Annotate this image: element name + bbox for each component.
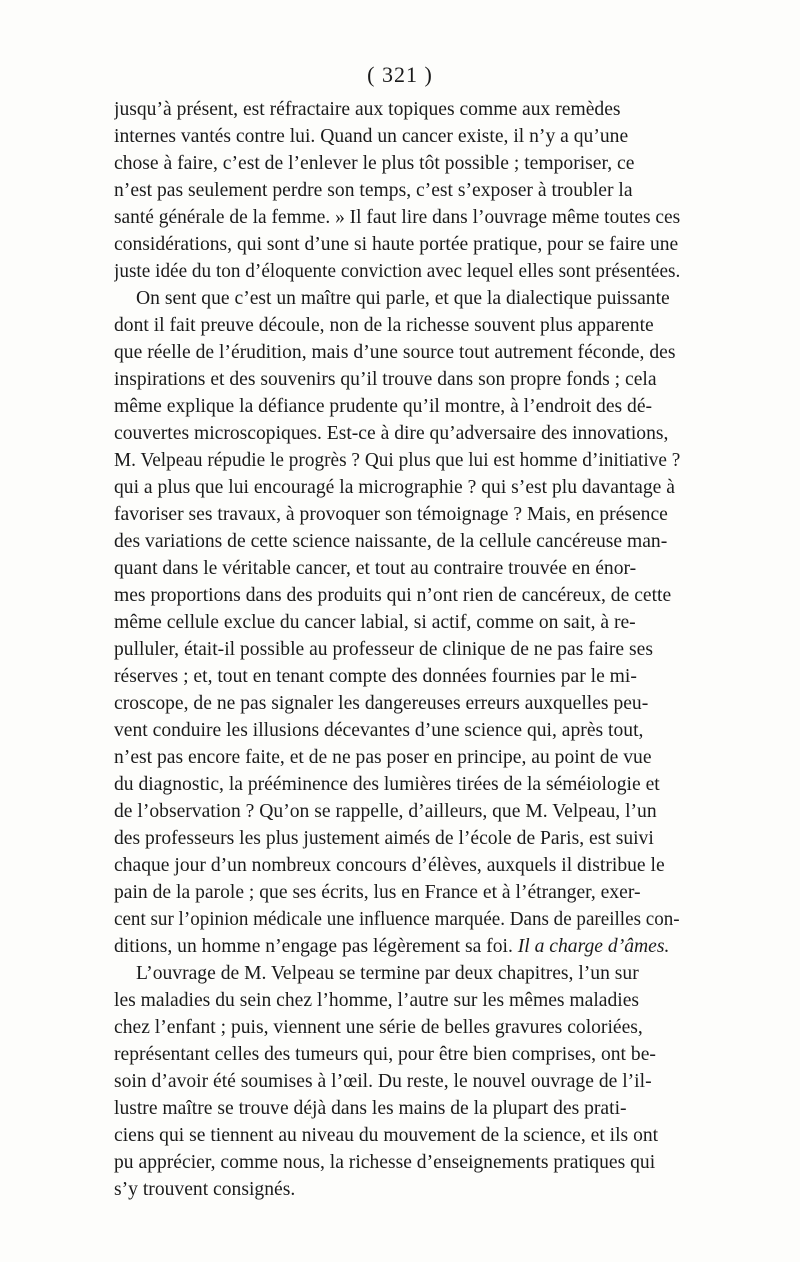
text-line: santé générale de la femme. » Il faut lire dans l’ouvrage même toutes ces	[114, 207, 680, 228]
text-line: favoriser ses travaux, à provoquer son témoignage ? Mais, en présence	[114, 504, 668, 525]
text-line: ciens qui se tiennent au niveau du mouvement de la science, et ils ont	[114, 1125, 659, 1146]
text-line: de l’observation ? Qu’on se rappelle, d’ailleurs, que M. Velpeau, l’un	[114, 801, 657, 822]
text-line: les maladies du sein chez l’homme, l’autre sur les mêmes maladies	[114, 990, 640, 1011]
text-line: que réelle de l’érudition, mais d’une source tout autrement féconde, des	[114, 342, 676, 363]
text-line: même explique la défiance prudente qu’il montre, à l’endroit des dé-	[114, 396, 653, 417]
text-line: dont il fait preuve découle, non de la richesse souvent plus apparente	[114, 315, 654, 336]
text-line: des professeurs les plus justement aimés de l’école de Paris, est suivi	[114, 828, 654, 849]
text-line: lustre maître se trouve déjà dans les mains de la plupart des prati-	[114, 1098, 627, 1119]
text-line: même cellule exclue du cancer labial, si actif, comme on sait, à re-	[114, 612, 636, 633]
italic-phrase: Il a charge d’âmes.	[517, 936, 670, 957]
text-line: considérations, qui sont d’une si haute portée pratique, pour se faire une	[114, 234, 679, 255]
text-line: s’y trouvent consignés.	[114, 1179, 296, 1200]
text-line: juste idée du ton d’éloquente conviction avec lequel elles sont présentées.	[114, 261, 680, 282]
text-line: pulluler, était-il possible au professeur de clinique de ne pas faire ses	[114, 639, 653, 660]
text-line: ditions, un homme n’engage pas légèrement sa foi.	[114, 936, 513, 957]
text-line: pu apprécier, comme nous, la richesse d’enseignements pratiques qui	[114, 1152, 656, 1173]
text-line: inspirations et des souvenirs qu’il trouve dans son propre fonds ; cela	[114, 369, 657, 390]
text-line: soin d’avoir été soumises à l’œil. Du reste, le nouvel ouvrage de l’il-	[114, 1071, 652, 1092]
page-number: ( 321 )	[367, 62, 433, 87]
text-line: du diagnostic, la prééminence des lumières tirées de la séméiologie et	[114, 774, 660, 795]
text-line: qui a plus que lui encouragé la micrographie ? qui s’est plu davantage à	[114, 477, 675, 498]
text-line: mes proportions dans des produits qui n’ont rien de cancéreux, de cette	[114, 585, 672, 606]
text-line: On sent que c’est un maître qui parle, et que la dialectique puissante	[136, 288, 670, 309]
text-line: internes vantés contre lui. Quand un cancer existe, il n’y a qu’une	[114, 126, 629, 147]
text-line-with-italic	[114, 933, 680, 960]
text-line: M. Velpeau répudie le progrès ? Qui plus que lui est homme d’initiative ?	[114, 450, 680, 471]
text-line: chose à faire, c’est de l’enlever le plus tôt possible ; temporiser, ce	[114, 153, 635, 174]
text-line: chaque jour d’un nombreux concours d’élèves, auxquels il distribue le	[114, 855, 665, 876]
text-line: couvertes microscopiques. Est-ce à dire qu’adversaire des innovations,	[114, 423, 669, 444]
text-line: vent conduire les illusions décevantes d’une science qui, après tout,	[114, 720, 644, 741]
text-line: n’est pas encore faite, et de ne pas poser en principe, au point de vue	[114, 747, 652, 768]
text-line: quant dans le véritable cancer, et tout au contraire trouvée en énor-	[114, 558, 637, 579]
text-line: n’est pas seulement perdre son temps, c’est s’exposer à troubler la	[114, 180, 633, 201]
text-line: des variations de cette science naissante, de la cellule cancéreuse man-	[114, 531, 668, 552]
text-line: cent sur l’opinion médicale une influence marquée. Dans de pareilles con-	[114, 909, 680, 930]
text-line: jusqu’à présent, est réfractaire aux topiques comme aux remèdes	[114, 99, 621, 120]
text-line: L’ouvrage de M. Velpeau se termine par deux chapitres, l’un sur	[136, 963, 639, 984]
body-text	[114, 96, 680, 1203]
text-line: réserves ; et, tout en tenant compte des données fournies par le mi-	[114, 666, 637, 687]
text-line: croscope, de ne pas signaler les dangereuses erreurs auxquelles peu-	[114, 693, 649, 714]
text-line: représentant celles des tumeurs qui, pour être bien comprises, ont be-	[114, 1044, 656, 1065]
text-line: pain de la parole ; que ses écrits, lus en France et à l’étranger, exer-	[114, 882, 641, 903]
text-line: chez l’enfant ; puis, viennent une série de belles gravures coloriées,	[114, 1017, 643, 1038]
